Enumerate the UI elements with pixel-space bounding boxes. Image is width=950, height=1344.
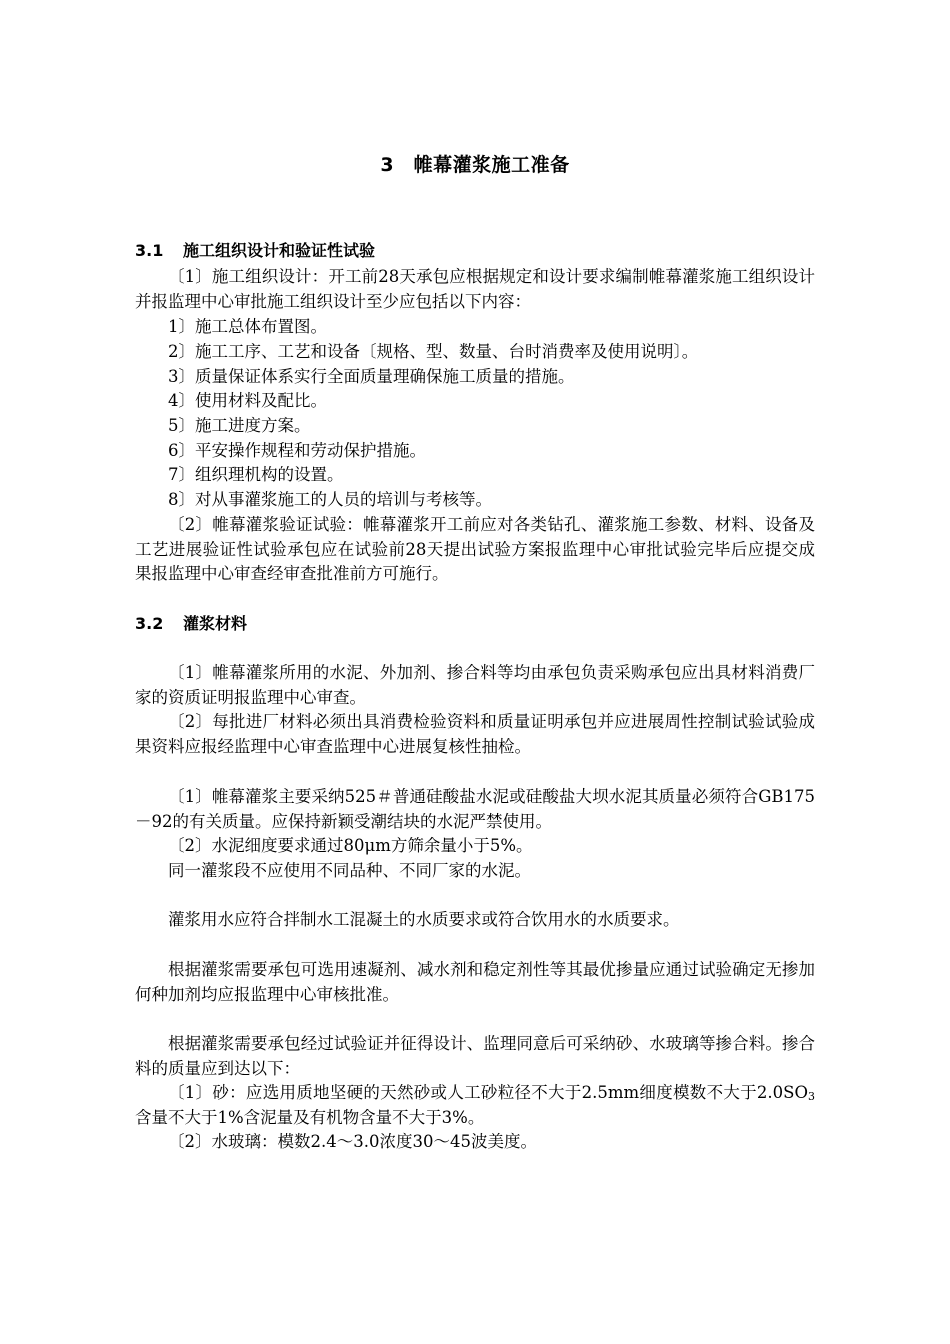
section-heading-3-1: [135, 238, 375, 261]
paragraph-text-part: 含量不大于1%含泥量及有机物含量不大于3%。: [135, 1107, 485, 1127]
paragraph: 〔2〕每批进厂材料必须出具消费检验资料和质量证明承包并应进展周性控制试验试验成果资料应报经监理中心审查监理中心进展复核性抽检。: [135, 712, 815, 756]
text-line: 〔2〕水泥细度要求通过80μm方筛余量小于5%。: [168, 836, 533, 855]
chapter-title: 3 帷幕灌浆施工准备: [380, 154, 570, 176]
text-line: 灌浆用水应符合拌制水工混凝土的水质要求或符合饮用水的水质要求。: [168, 910, 680, 929]
list-item: 4〕使用材料及配比。: [168, 391, 327, 410]
paragraph: 〔1〕施工组织设计：开工前28天承包应根据规定和设计要求编制帷幕灌浆施工组织设计并报监理中心审批施工组织设计至少应包括以下内容：: [135, 267, 815, 311]
paragraph: [135, 1081, 815, 1130]
list-item: 3〕质量保证体系实行全面质量理确保施工质量的措施。: [168, 367, 575, 386]
list-item: 7〕组织理机构的设置。: [168, 465, 344, 484]
section-heading-3-2: [135, 611, 247, 634]
paragraph: 〔1〕帷幕灌浆所用的水泥、外加剂、掺合料等均由承包负责采购承包应出具材料消费厂家的资质证明报监理中心审查。: [135, 663, 815, 707]
list-item: 8〕对从事灌浆施工的人员的培训与考核等。: [168, 490, 492, 509]
paragraph-text-part: 〔1〕砂：应选用质地坚硬的天然砂或人工砂粒径不大于2.5mm细度模数不大于2.0SO: [168, 1083, 808, 1102]
text-line: 同一灌浆段不应使用不同品种、不同厂家的水泥。: [168, 861, 531, 880]
list-item: 5〕施工进度方案。: [168, 416, 311, 435]
text-line: 〔2〕水玻璃：模数2.4～3.0浓度30～45波美度。: [168, 1132, 537, 1151]
paragraph: 〔1〕帷幕灌浆主要采纳525＃普通硅酸盐水泥或硅酸盐大坝水泥其质量必须符合GB175－92的有关质量。应保持新颖受潮结块的水泥严禁使用。: [135, 787, 815, 831]
paragraph: 〔2〕帷幕灌浆验证试验：帷幕灌浆开工前应对各类钻孔、灌浆施工参数、材料、设备及工艺进展验证性试验承包应在试验前28天提出试验方案报监理中心审批试验完毕后应提交成果报监理中心审查经审查批准前方可施行。: [135, 515, 815, 583]
section-title: 施工组织设计和验证性试验: [183, 241, 376, 260]
subscript-3: 3: [808, 1090, 815, 1103]
section-number: 3.1: [135, 241, 164, 260]
section-title: 灌浆材料: [183, 614, 248, 633]
list-item: 6〕平安操作规程和劳动保护措施。: [168, 441, 426, 460]
paragraph: 根据灌浆需要承包经过试验证并征得设计、监理同意后可采纳砂、水玻璃等掺合料。掺合料的质量应到达以下：: [135, 1034, 815, 1078]
list-item: 2〕施工工序、工艺和设备〔规格、型、数量、台时消费率及使用说明〕。: [168, 342, 699, 361]
list-item: 1〕施工总体布置图。: [168, 317, 327, 336]
section-number: 3.2: [135, 614, 164, 633]
paragraph: 根据灌浆需要承包可选用速凝剂、减水剂和稳定剂性等其最优掺量应通过试验确定无掺加何种加剂均应报监理中心审核批准。: [135, 960, 815, 1004]
